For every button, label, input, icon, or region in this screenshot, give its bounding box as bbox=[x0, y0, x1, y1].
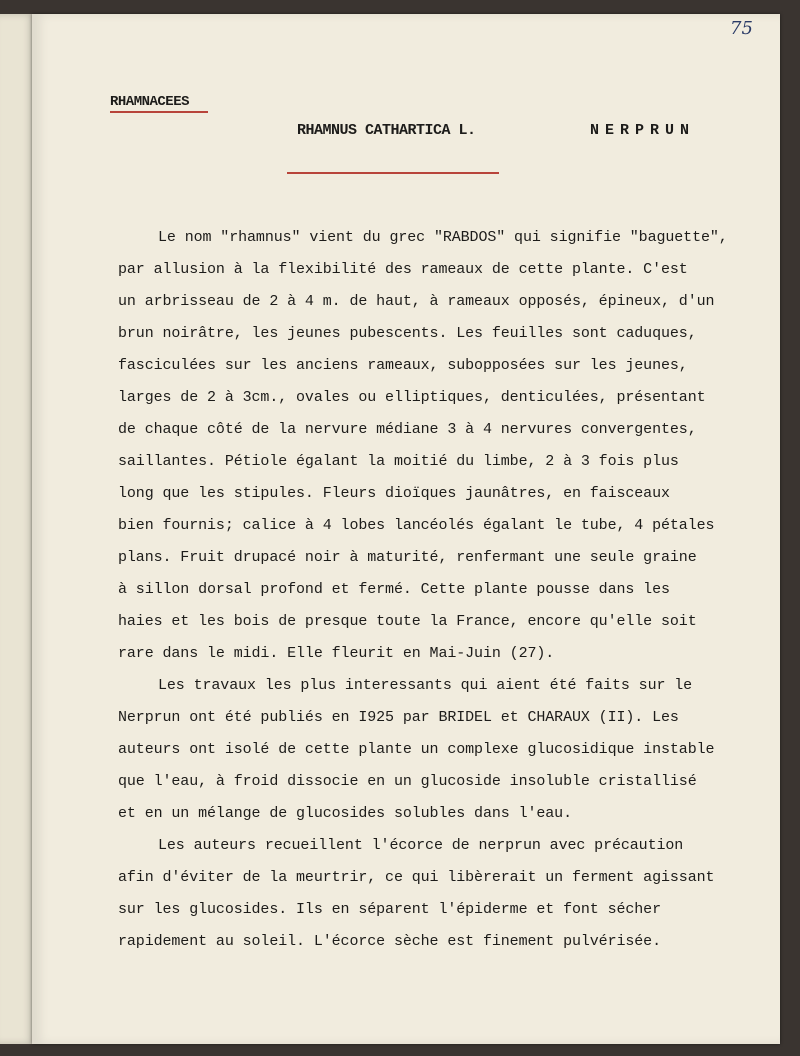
text-line: rapidement au soleil. L'écorce sèche est finement pulvérisée. bbox=[118, 933, 661, 950]
text-line: Les travaux les plus interessants qui aient été faits sur le bbox=[158, 677, 693, 694]
text-line: auteurs ont isolé de cette plante un complexe glucosidique instable bbox=[118, 741, 715, 758]
text-line: saillantes. Pétiole égalant la moitié du limbe, 2 à 3 fois plus bbox=[118, 453, 679, 470]
text-line: haies et les bois de presque toute la France, encore qu'elle soit bbox=[118, 613, 697, 630]
text-line: sur les glucosides. Ils en séparent l'épiderme et font sécher bbox=[118, 901, 661, 918]
text-line: fasciculées sur les anciens rameaux, subopposées sur les jeunes, bbox=[118, 357, 688, 374]
document-page bbox=[32, 14, 780, 1044]
title-common-name: NERPRUN bbox=[590, 122, 696, 139]
text-line: bien fournis; calice à 4 lobes lancéolés égalant le tube, 4 pétales bbox=[118, 517, 715, 534]
text-line: un arbrisseau de 2 à 4 m. de haut, à rameaux opposés, épineux, d'un bbox=[118, 293, 715, 310]
text-line: à sillon dorsal profond et fermé. Cette plante pousse dans les bbox=[118, 581, 670, 598]
section-heading: RHAMNACEES bbox=[110, 94, 190, 110]
text-line: brun noirâtre, les jeunes pubescents. Les feuilles sont caduques, bbox=[118, 325, 697, 342]
text-line: plans. Fruit drupacé noir à maturité, renfermant une seule graine bbox=[118, 549, 697, 566]
text-line: Les auteurs recueillent l'écorce de nerprun avec précaution bbox=[158, 837, 684, 854]
text-line: de chaque côté de la nervure médiane 3 à 4 nervures convergentes, bbox=[118, 421, 697, 438]
text-line: larges de 2 à 3cm., ovales ou elliptiques, denticulées, présentant bbox=[118, 389, 706, 406]
text-line: par allusion à la flexibilité des rameaux de cette plante. C'est bbox=[118, 261, 688, 278]
text-line: Nerprun ont été publiés en I925 par BRIDEL et CHARAUX (II). Les bbox=[118, 709, 679, 726]
section-heading-underline bbox=[110, 111, 208, 113]
text-line: afin d'éviter de la meurtrir, ce qui libèrerait un ferment agissant bbox=[118, 869, 715, 886]
text-line: et en un mélange de glucosides solubles dans l'eau. bbox=[118, 805, 572, 822]
text-line: long que les stipules. Fleurs dioïques jaunâtres, en faisceaux bbox=[118, 485, 670, 502]
title-underline bbox=[287, 172, 499, 174]
text-line: rare dans le midi. Elle fleurit en Mai-Juin (27). bbox=[118, 645, 555, 662]
text-line: Le nom "rhamnus" vient du grec "RABDOS" qui signifie "baguette", bbox=[158, 229, 728, 246]
body-text bbox=[118, 222, 778, 958]
page-number: 75 bbox=[730, 18, 753, 39]
text-line: que l'eau, à froid dissocie en un glucoside insoluble cristallisé bbox=[118, 773, 697, 790]
title-latin-name: RHAMNUS CATHARTICA L. bbox=[297, 122, 476, 139]
